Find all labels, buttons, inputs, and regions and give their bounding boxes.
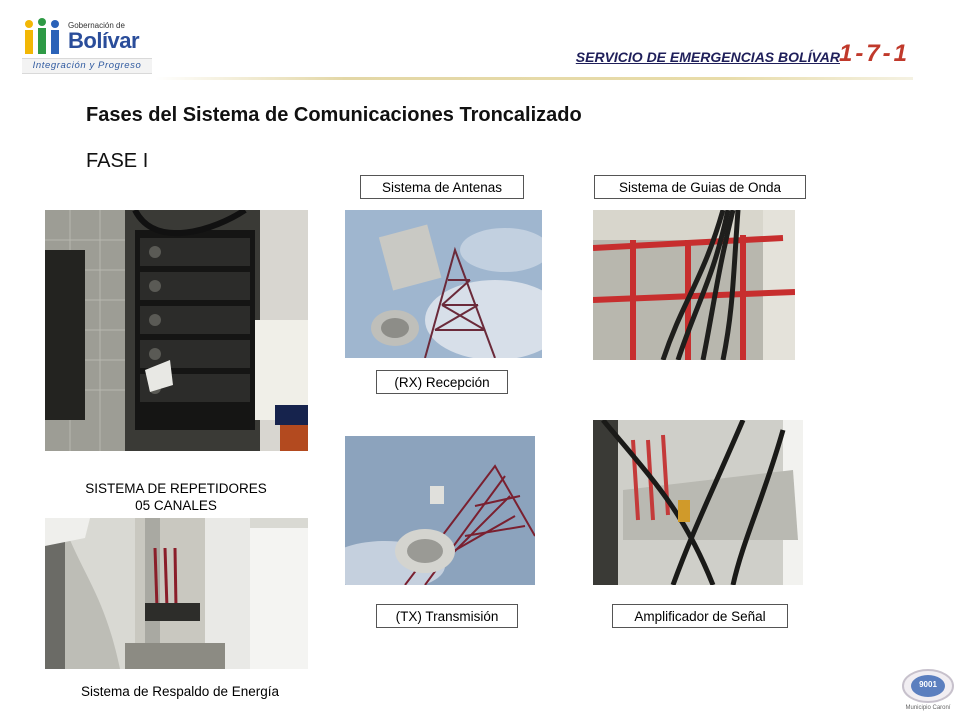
caption-power-backup: Sistema de Respaldo de Energía bbox=[80, 684, 280, 699]
antenna-tx-photo bbox=[345, 436, 535, 585]
service-title: SERVICIO DE EMERGENCIAS BOLÍVAR bbox=[575, 49, 840, 65]
caption-repeaters bbox=[45, 480, 307, 514]
seal-caption: Municipio Caroní bbox=[905, 705, 951, 711]
seal-text: 9001 bbox=[919, 680, 937, 689]
label-transmission: (TX) Transmisión bbox=[376, 604, 518, 628]
page-title: Fases del Sistema de Comunicaciones Troncalizado bbox=[86, 104, 582, 126]
caption-repeaters-line1: SISTEMA DE REPETIDORES bbox=[85, 481, 267, 496]
phase-title: FASE I bbox=[86, 150, 149, 172]
iso-9001-seal bbox=[900, 668, 956, 714]
logo-tagline: Integración y Progreso bbox=[22, 58, 152, 74]
logo-emblem-icon bbox=[22, 16, 66, 58]
repeater-rack-photo bbox=[45, 210, 308, 451]
caption-repeaters-line2: 05 CANALES bbox=[135, 498, 217, 513]
waveguides-photo bbox=[593, 210, 795, 360]
power-backup-photo bbox=[45, 518, 308, 669]
gobernacion-logo bbox=[22, 14, 152, 72]
logo-top-text: Gobernación de bbox=[68, 21, 125, 30]
header-divider bbox=[155, 77, 913, 80]
service-number: 1-7-1 bbox=[838, 40, 910, 67]
logo-name: Bolívar bbox=[68, 28, 140, 53]
label-waveguides: Sistema de Guias de Onda bbox=[594, 175, 806, 199]
antenna-rx-photo bbox=[345, 210, 542, 358]
label-reception: (RX) Recepción bbox=[376, 370, 508, 394]
amplifier-photo bbox=[593, 420, 803, 585]
label-amplifier: Amplificador de Señal bbox=[612, 604, 788, 628]
label-antennas: Sistema de Antenas bbox=[360, 175, 524, 199]
